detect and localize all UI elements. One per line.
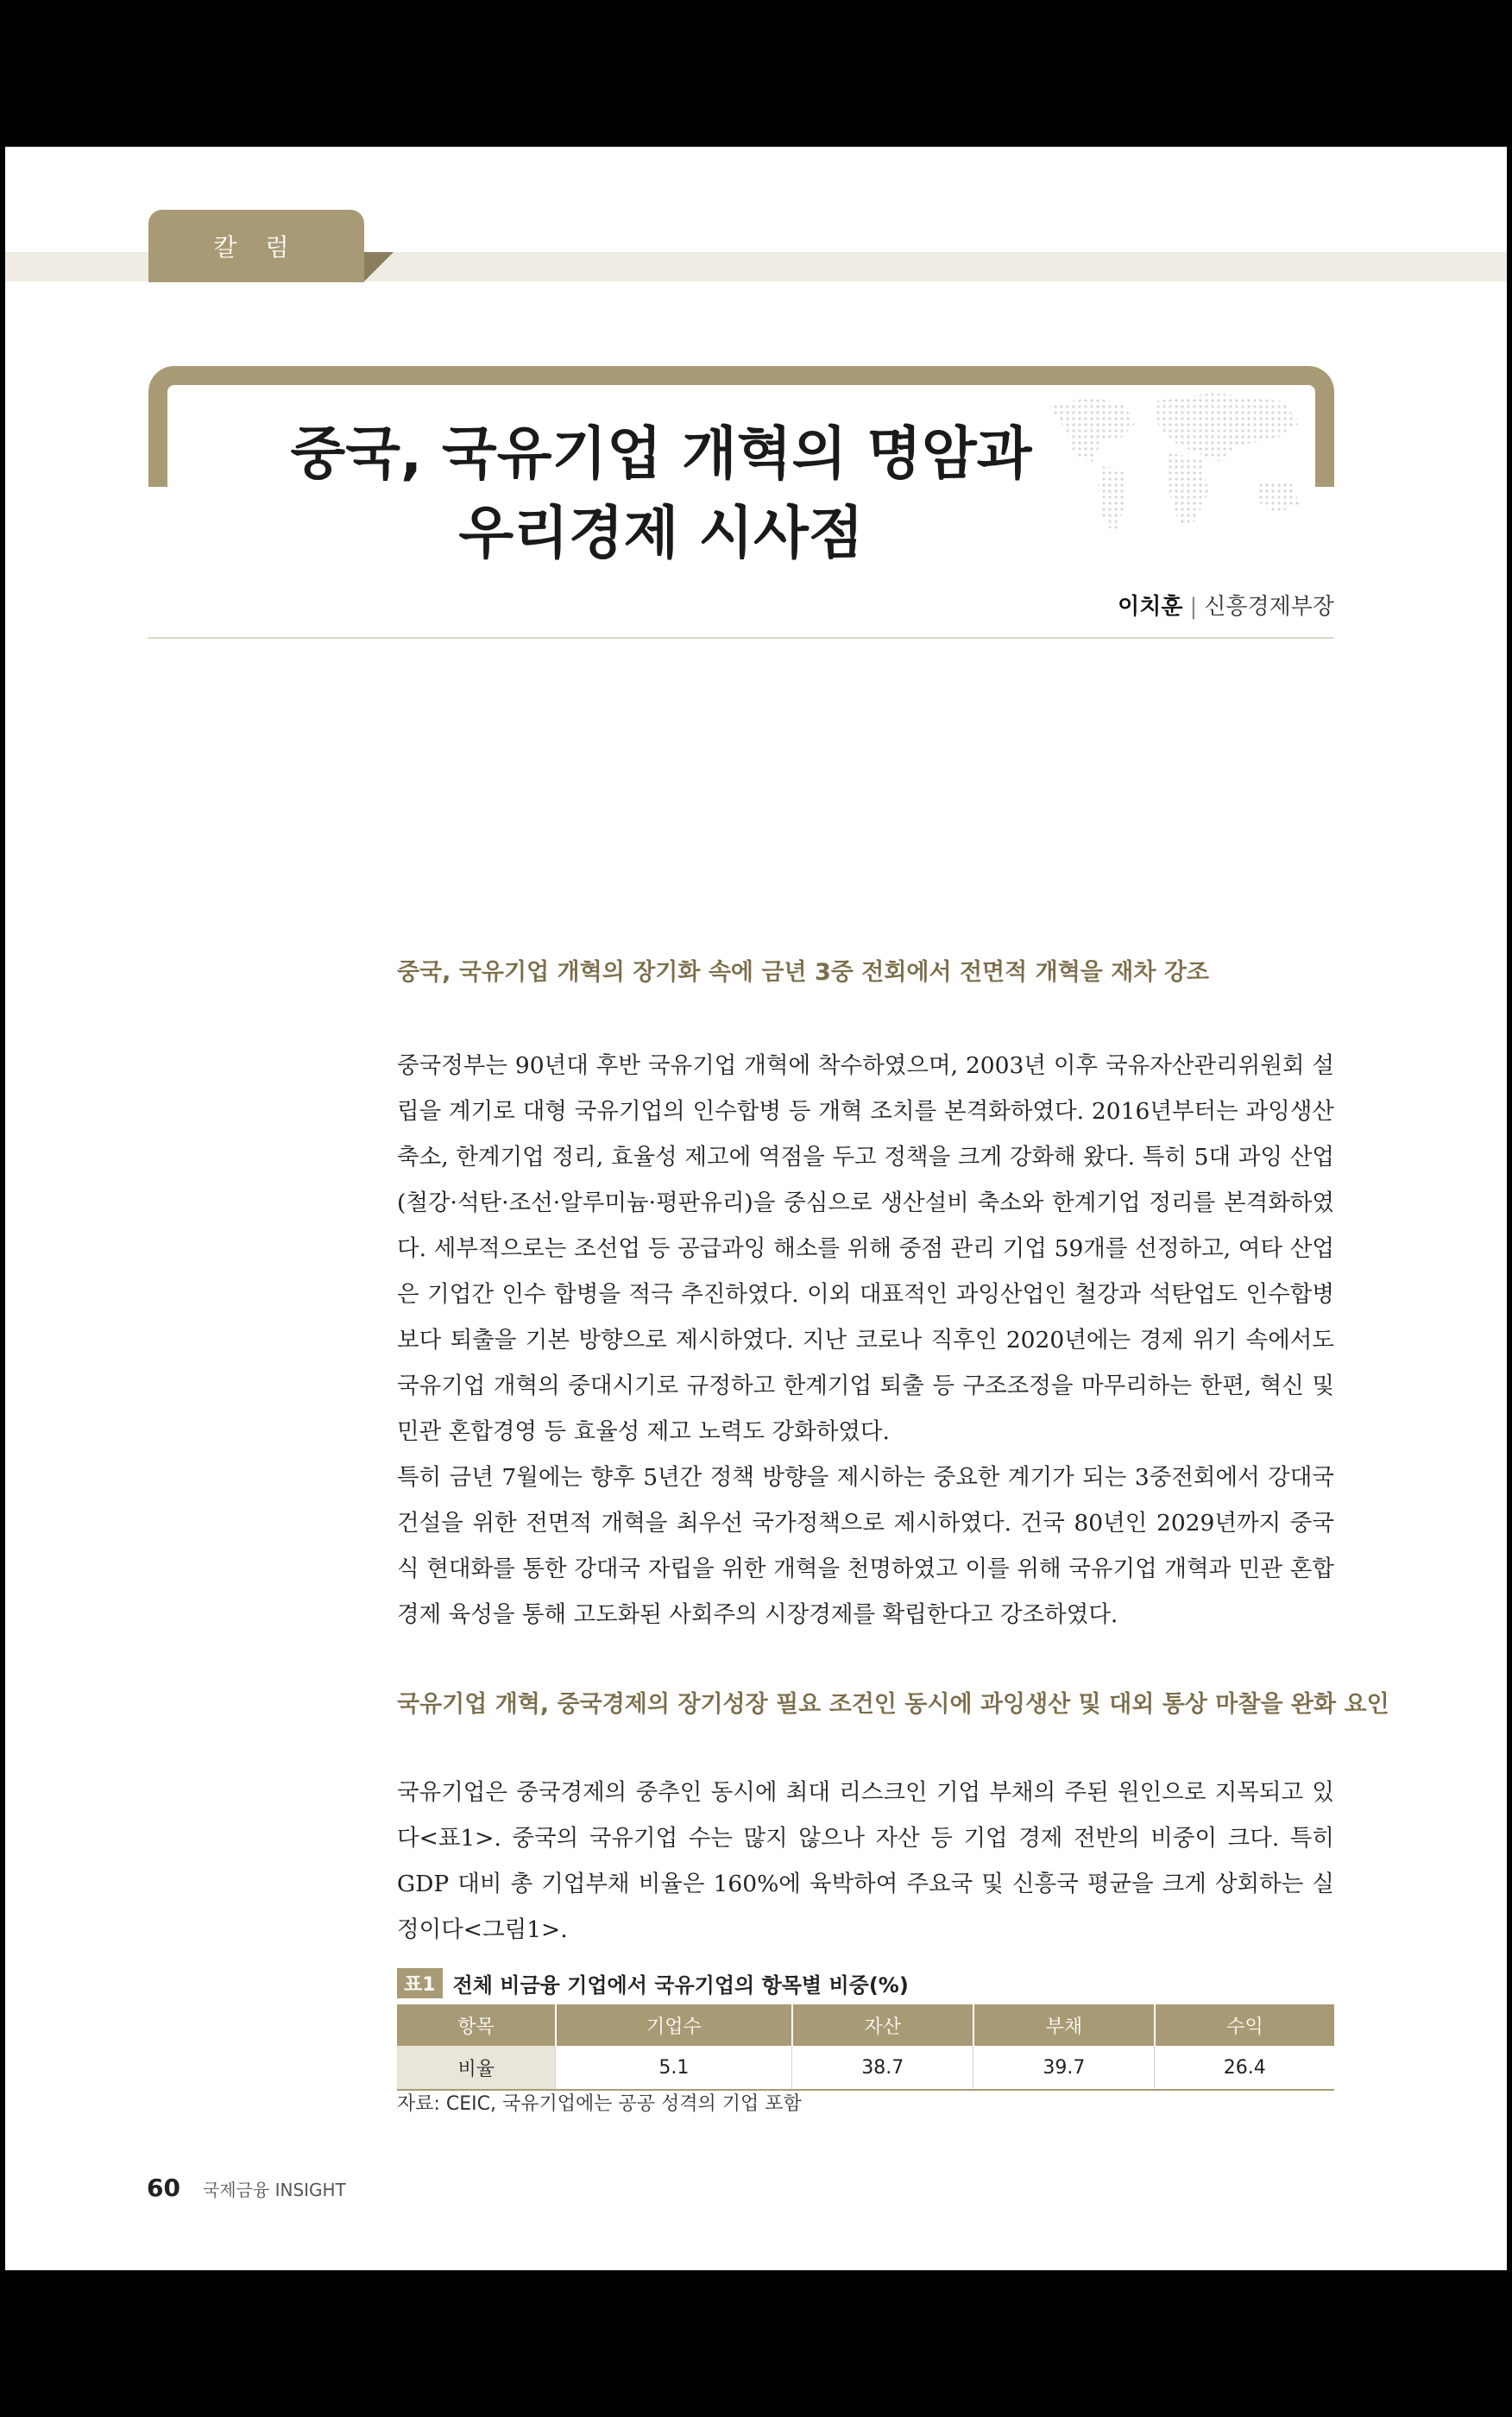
section-1-paragraph-1: 중국정부는 90년대 후반 국유기업 개혁에 착수하였으며, 2003년 이후 국유자산관리위원회 설립을 계기로 대형 국유기업의 인수합병 등 개혁 조치를 본격화하였다. 2016년부터는 과잉생산 축소, 한계기업 정리, 효율성 제고에 역점을 두고 정책을 크게 강화해 왔다. 특히 5대 과잉 산업(철강·석탄·조선·알루미늄·평판유리)을 중심으로 생산설비 축소와 한계기업 정리를 본격화하였다. 세부적으로는 조선업 등 공급과잉 해소를 위해 중점 관리 기업 59개를 선정하고, 여타 산업은 기업간 인수 합병을 적극 추진하였다. 이외 대표적인 과잉산업인 철강과 석탄업도 인수합병보다 퇴출을 기본 방향으로 제시하였다. 지난 코로나 직후인 2020년에는 경제 위기 속에서도 국유기업 개혁의 중대시기로 규정하고 한계기업 퇴출 등 구조조정을 마무리하는 한편, 혁신 및 민관 혼합경영 등 효율성 제고 노력도 강화하였다. xyxy=(397,1052,1334,1445)
section-1-heading: 중국, 국유기업 개혁의 장기화 속에 금년 3중 전회에서 전면적 개혁을 재차 강조 xyxy=(397,959,1209,986)
table-cell: 26.4 xyxy=(1155,2046,1334,2090)
table-1 xyxy=(397,2004,1334,2091)
table-1-badge: 표1 xyxy=(397,1968,443,1998)
table-header-row xyxy=(397,2004,1334,2046)
magazine-name: 국제금융 INSIGHT xyxy=(202,2180,346,2200)
table-header-cell: 항목 xyxy=(397,2004,556,2046)
title-line-2: 우리경제 시사점 xyxy=(458,500,864,566)
table-cell: 38.7 xyxy=(792,2046,973,2090)
table-1-caption xyxy=(397,1968,909,1998)
table-row-label: 비율 xyxy=(397,2046,556,2090)
section-tab-notch xyxy=(364,252,394,281)
table-header-cell: 자산 xyxy=(792,2004,973,2046)
byline-separator: | xyxy=(1189,594,1198,620)
table-header-cell: 부채 xyxy=(973,2004,1155,2046)
section-2-heading: 국유기업 개혁, 중국경제의 장기성장 필요 조건인 동시에 과잉생산 및 대외 통상 마찰을 완화 요인 xyxy=(397,1691,1389,1718)
byline xyxy=(1118,589,1334,621)
table-header-cell: 수익 xyxy=(1155,2004,1334,2046)
author-name: 이치훈 xyxy=(1118,594,1183,620)
section-1-paragraph-2: 특히 금년 7월에는 향후 5년간 정책 방향을 제시하는 중요한 계기가 되는 3중전회에서 강대국 건설을 위한 전면적 개혁을 최우선 국가정책으로 제시하였다. 건국 80년인 2029년까지 중국식 현대화를 통한 강대국 자립을 위한 개혁을 천명하였고 이를 위해 국유기업 개혁과 민관 혼합 경제 육성을 통해 고도화된 사회주의 시장경제를 확립한다고 강조하였다. xyxy=(397,1464,1334,1628)
table-header-cell: 기업수 xyxy=(556,2004,792,2046)
page-footer xyxy=(147,2174,346,2202)
table-1-source: 자료: CEIC, 국유기업에는 공공 성격의 기업 포함 xyxy=(397,2093,802,2115)
author-role: 신흥경제부장 xyxy=(1204,594,1334,620)
section-tab: 칼 럼 xyxy=(148,210,364,282)
page-number: 60 xyxy=(147,2174,180,2202)
document-page xyxy=(5,147,1507,2270)
table-row xyxy=(397,2046,1334,2090)
table-cell: 39.7 xyxy=(973,2046,1155,2090)
title-divider xyxy=(148,637,1334,639)
table-1-title: 전체 비금융 기업에서 국유기업의 항목별 비중(%) xyxy=(452,1973,909,1997)
article-title xyxy=(230,414,1093,573)
title-line-1: 중국, 국유기업 개혁의 명암과 xyxy=(290,420,1032,487)
table-cell: 5.1 xyxy=(556,2046,792,2090)
section-2-paragraph-1: 국유기업은 중국경제의 중추인 동시에 최대 리스크인 기업 부채의 주된 원인으로 지목되고 있다<표1>. 중국의 국유기업 수는 많지 않으나 자산 등 기업 경제 전반의 비중이 크다. 특히 GDP 대비 총 기업부채 비율은 160%에 육박하여 주요국 및 신흥국 평균을 크게 상회하는 실정이다<그림1>. xyxy=(397,1779,1334,1943)
